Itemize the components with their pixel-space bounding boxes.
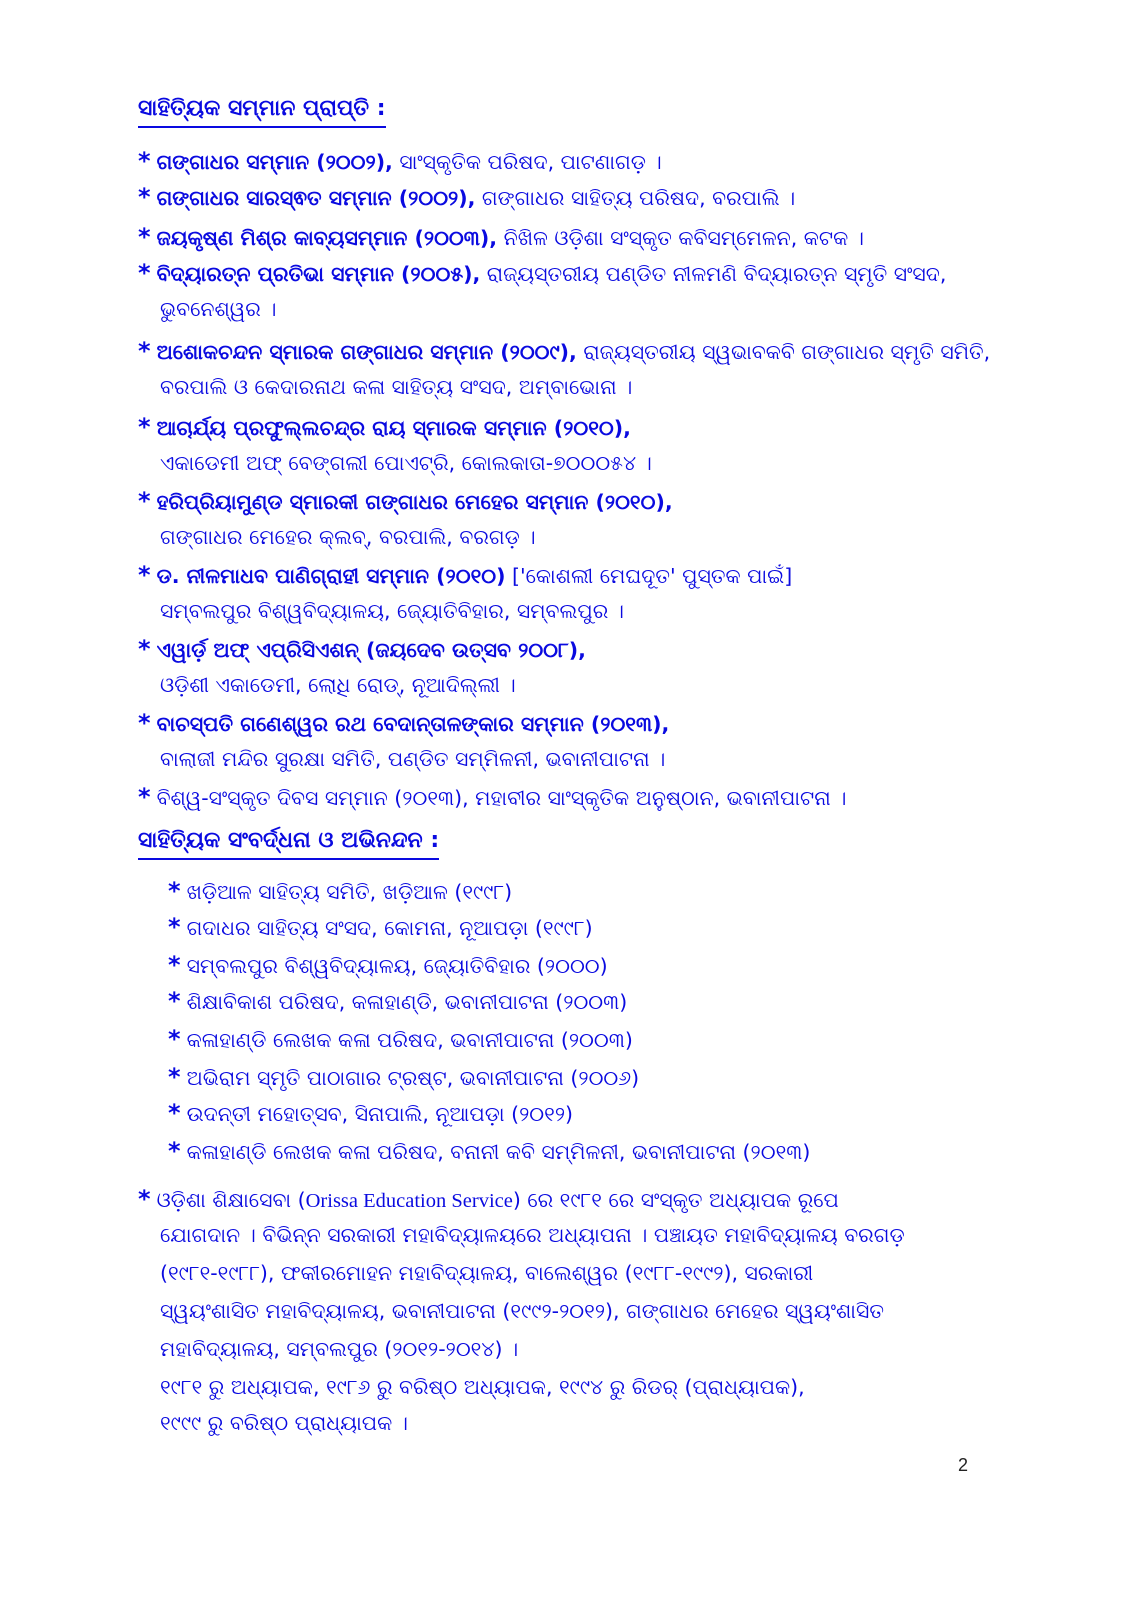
felicitation-item: * ଖଡ଼ିଆଳ ସାହିତ୍ୟ ସମିତି, ଖଡ଼ିଆଳ (୧୯୯୮) — [168, 877, 513, 905]
career-paragraph-line: ଯୋଗଦାନ । ବିଭିନ୍ନ ସରକାରୀ ମହାବିଦ୍ୟାଳୟରେ ଅଧ୍ୟାପନା । ପଞ୍ଚାୟତ ମହାବିଦ୍ୟାଳୟ ବରଗଡ଼ — [160, 1223, 905, 1247]
career-paragraph-line: (୧୯୮୧-୧୯୮୮), ଫକୀରମୋହନ ମହାବିଦ୍ୟାଳୟ, ବାଲେଶ୍ୱର (୧୯୮୮-୧୯୯୨), ସରକାରୀ — [160, 1261, 814, 1285]
felicitation-item: * ଗଦାଧର ସାହିତ୍ୟ ସଂସଦ, କୋମନା, ନୂଆପଡ଼ା (୧୯୯୮) — [168, 913, 593, 941]
award-item: * ଡ. ନୀଳମାଧବ ପାଣିଗ୍ରାହୀ ସମ୍ମାନ (୨୦୧୦) ['କୋଶଲୀ ମେଘଦୂତ' ପୁସ୍ତକ ପାଇଁ] — [138, 561, 793, 589]
felicitation-heading: ସାହିତ୍ୟିକ ସଂବର୍ଦ୍ଧନା ଓ ଅଭିନନ୍ଦନ : — [138, 828, 439, 860]
felicitation-item: * କଳାହାଣ୍ଡି ଲେଖକ କଳା ପରିଷଦ, ବନାନୀ କବି ସମ୍ମିଳନୀ, ଭବାନୀପାଟନା (୨୦୧୩) — [168, 1137, 811, 1165]
felicitation-item: * କଳାହାଣ୍ଡି ଲେଖକ କଳା ପରିଷଦ, ଭବାନୀପାଟନା (୨୦୦୩) — [168, 1025, 633, 1053]
career-paragraph-line: ସ୍ୱୟଂଶାସିତ ମହାବିଦ୍ୟାଳୟ, ଭବାନୀପାଟନା (୧୯୯୨-୨୦୧୨), ଗଙ୍ଗାଧର ମେହେର ସ୍ୱୟଂଶାସିତ — [160, 1299, 884, 1323]
felicitation-item: * ଶିକ୍ଷାବିକାଶ ପରିଷଦ, କଳାହାଣ୍ଡି, ଭବାନୀପାଟନା (୨୦୦୩) — [168, 987, 628, 1015]
felicitation-item: * ସମ୍ବଲପୁର ବିଶ୍ୱବିଦ୍ୟାଳୟ, ଜ୍ୟୋତିବିହାର (୨୦୦୦) — [168, 951, 608, 979]
award-item: * ବିଦ୍ୟାରତ୍ନ ପ୍ରତିଭା ସମ୍ମାନ (୨୦୦୫), ରାଜ୍ୟସ୍ତରୀୟ ପଣ୍ଡିତ ନୀଳମଣି ବିଦ୍ୟାରତ୍ନ ସ୍ମୃତି ସଂସଦ, — [138, 259, 947, 287]
award-item: * ଏୱାର୍ଡ଼ ଅଫ୍ ଏପ୍ରିସିଏଶନ୍ (ଜୟଦେବ ଉତ୍ସବ ୨୦୦୮), — [138, 635, 586, 663]
award-item: * ଆଚାର୍ଯ୍ୟ ପ୍ରଫୁଲ୍ଲଚନ୍ଦ୍ର ରାୟ ସ୍ମାରକ ସମ୍ମାନ (୨୦୧୦), — [138, 413, 631, 441]
career-paragraph-line: ୧୯୯୯ ରୁ ବରିଷ୍ଠ ପ୍ରାଧ୍ୟାପକ । — [160, 1411, 408, 1435]
award-item: * ଗଙ୍ଗାଧର ସାରସ୍ଵତ ସମ୍ମାନ (୨୦୦୨), ଗଙ୍ଗାଧର ସାହିତ୍ୟ ପରିଷଦ, ବରପାଲି । — [138, 183, 796, 211]
award-item-continuation: ବାଲାଜୀ ମନ୍ଦିର ସୁରକ୍ଷା ସମିତି, ପଣ୍ଡିତ ସମ୍ମିଳନୀ, ଭବାନୀପାଟନା । — [160, 747, 666, 771]
award-item-continuation: ବରପାଲି ଓ କେଦାରନାଥ କଳା ସାହିତ୍ୟ ସଂସଦ, ଅମ୍ବାଭୋନା । — [160, 375, 633, 399]
award-item-continuation: ଗଙ୍ଗାଧର ମେହେର କ୍ଲବ୍, ବରପାଲି, ବରଗଡ଼ । — [160, 525, 536, 549]
page-number: 2 — [958, 1455, 969, 1475]
award-item-continuation: ଓଡ଼ିଶୀ ଏକାଡେମୀ, ଲୋଧି ରୋଡ୍, ନୂଆଦିଲ୍ଲୀ । — [160, 673, 516, 697]
award-item-continuation: ଏକାଡେମୀ ଅଫ୍ ବେଙ୍ଗଲୀ ପୋଏଟ୍ରି, କୋଲକାତା-୭୦୦୦୫୪ । — [160, 451, 652, 475]
award-item: * ଅଶୋକଚନ୍ଦନ ସ୍ମାରକ ଗଙ୍ଗାଧର ସମ୍ମାନ (୨୦୦୯), ରାଜ୍ୟସ୍ତରୀୟ ସ୍ୱଭାବକବି ଗଙ୍ଗାଧର ସ୍ମୃତି ସମିତି, — [138, 337, 991, 365]
award-item-continuation: ଭୁବନେଶ୍ୱର । — [160, 297, 277, 321]
awards-heading: ସାହିତ୍ୟିକ ସମ୍ମାନ ପ୍ରାପ୍ତି : — [138, 96, 386, 128]
award-item: * ହରିପ୍ରିୟାମୁଣ୍ଡ ସ୍ମାରକୀ ଗଙ୍ଗାଧର ମେହେର ସମ୍ମାନ (୨୦୧୦), — [138, 487, 673, 515]
career-paragraph-line: ୧୯୮୧ ରୁ ଅଧ୍ୟାପକ, ୧୯୮୬ ରୁ ବରିଷ୍ଠ ଅଧ୍ୟାପକ, ୧୯୯୪ ରୁ ରିଡର୍ (ପ୍ରାଧ୍ୟାପକ), — [160, 1375, 805, 1399]
career-paragraph-line: ମହାବିଦ୍ୟାଳୟ, ସମ୍ବଲପୁର (୨୦୧୨-୨୦୧୪) । — [160, 1337, 519, 1361]
award-item: * ବିଶ୍ୱ-ସଂସ୍କୃତ ଦିବସ ସମ୍ମାନ (୨୦୧୩), ମହାବୀର ସାଂସ୍କୃତିକ ଅନୁଷ୍ଠାନ, ଭବାନୀପାଟନା । — [138, 783, 847, 811]
felicitation-item: * ଅଭିରାମ ସ୍ମୃତି ପାଠାଗାର ଟ୍ରଷ୍ଟ, ଭବାନୀପାଟନା (୨୦୦୬) — [168, 1063, 640, 1091]
award-item: * ଜୟକୃଷ୍ଣ ମିଶ୍ର କାବ୍ୟସମ୍ମାନ (୨୦୦୩), ନିଖିଳ ଓଡ଼ିଶା ସଂସ୍କୃତ କବିସମ୍ମେଳନ, କଟକ । — [138, 223, 865, 251]
career-paragraph-line: * ଓଡ଼ିଶା ଶିକ୍ଷାସେବା (Orissa Education Service) ରେ ୧୯୮୧ ରେ ସଂସ୍କୃତ ଅଧ୍ୟାପକ ରୂପେ — [138, 1185, 839, 1213]
award-item: * ବାଚସ୍ପତି ଗଣେଶ୍ୱର ରଥ ବେଦାନ୍ତାଳଙ୍କାର ସମ୍ମାନ (୨୦୧୩), — [138, 709, 670, 737]
award-item: * ଗଙ୍ଗାଧର ସମ୍ମାନ (୨୦୦୨), ସାଂସ୍କୃତିକ ପରିଷଦ, ପାଟଣାଗଡ଼ । — [138, 147, 662, 175]
award-item-continuation: ସମ୍ବଲପୁର ବିଶ୍ୱବିଦ୍ୟାଳୟ, ଜ୍ୟୋତିବିହାର, ସମ୍ବଲପୁର । — [160, 599, 624, 623]
felicitation-item: * ଉଦନ୍ତୀ ମହୋତ୍ସବ, ସିନାପାଲି, ନୂଆପଡ଼ା (୨୦୧୨) — [168, 1099, 574, 1127]
